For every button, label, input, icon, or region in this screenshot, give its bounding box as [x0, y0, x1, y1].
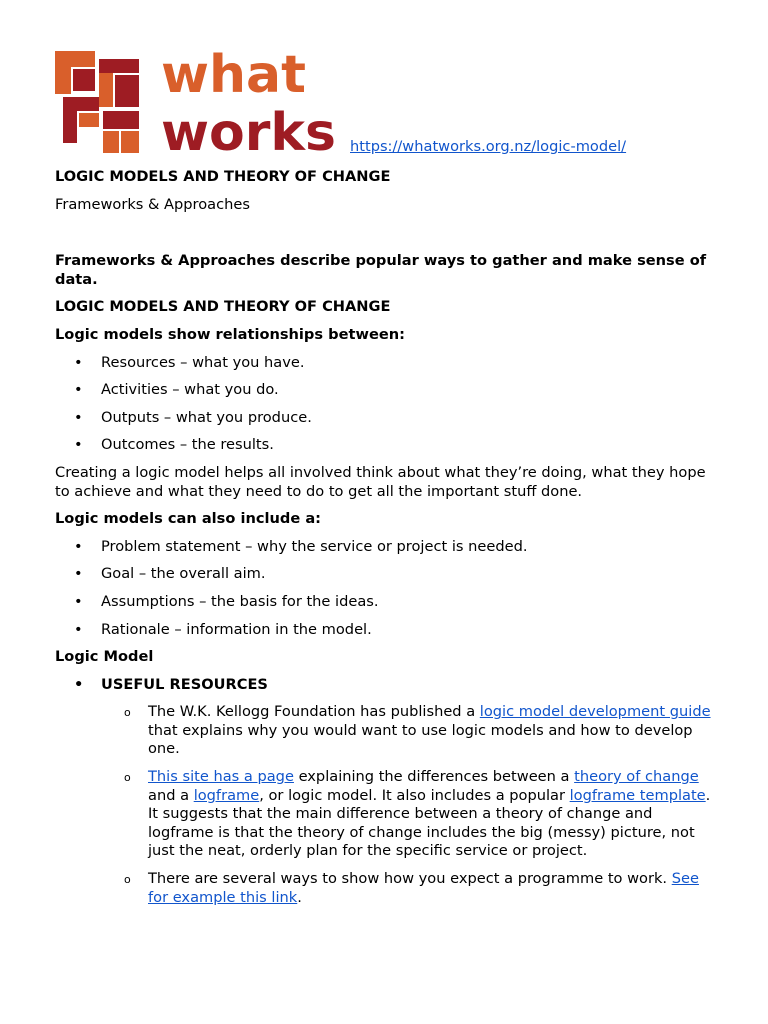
list-item: • Resources – what you have. [55, 354, 715, 373]
resource-text: . It suggests that the main difference between a theory of change and logframe is that the theory of change includes the big (messy) picture, not just the neat, orderly plan for the specific service or project. [148, 786, 711, 860]
subtitle: Frameworks & Approaches [55, 195, 250, 213]
include-list [55, 538, 715, 639]
include-heading: Logic models can also include a: [55, 510, 322, 528]
resource-text: that explains why you would want to use logic models and how to develop one. [148, 721, 693, 758]
resources-sublist [55, 703, 715, 907]
list-item: • Outputs – what you produce. [55, 409, 715, 428]
title-logic-models-2: LOGIC MODELS AND THEORY OF CHANGE [55, 298, 391, 316]
title-logic-models: LOGIC MODELS AND THEORY OF CHANGE [55, 168, 391, 185]
list-item: • Assumptions – the basis for the ideas. [55, 593, 715, 612]
header [55, 0, 715, 160]
list-item: • Rationale – information in the model. [55, 621, 715, 640]
whatworks-wordmark [161, 46, 361, 156]
useful-resources-heading: • USEFUL RESOURCES [55, 676, 715, 695]
example-link[interactable]: See for example this link [148, 870, 699, 906]
logframe-link[interactable]: logframe [193, 786, 260, 804]
resources-list [55, 676, 715, 695]
intro-text: Frameworks & Approaches describe popular ways to gather and make sense of data. [55, 252, 707, 288]
resource-text: . [297, 888, 302, 906]
resource-item-kellogg [55, 703, 715, 759]
whatworks-logo-icon [55, 51, 139, 153]
svg-text:works: works [161, 103, 336, 156]
logic-model-heading: Logic Model [55, 648, 154, 666]
resource-text: explaining the differences between a [293, 768, 575, 786]
resource-item-site [55, 768, 715, 861]
header-url-link[interactable]: https://whatworks.org.nz/logic-model/ [350, 138, 627, 155]
resource-text: and a [148, 786, 194, 804]
site-page-link[interactable]: This site has a page [148, 768, 294, 786]
svg-text:what: what [161, 46, 307, 105]
resource-text: The W.K. Kellogg Foundation has published a [148, 703, 480, 721]
list-item: • Activities – what you do. [55, 381, 715, 400]
resource-item-ways [55, 870, 715, 907]
creating-paragraph: Creating a logic model helps all involved think about what they’re doing, what they hope to achieve and what they need to do to get all the important stuff done. [55, 463, 706, 500]
resource-text: , or logic model. It also includes a popular [259, 786, 570, 804]
list-item: • Goal – the overall aim. [55, 565, 715, 584]
logframe-template-link[interactable]: logframe template [569, 786, 706, 804]
logic-model-guide-link[interactable]: logic model development guide [479, 703, 711, 721]
document-page [55, 0, 715, 907]
theory-of-change-link[interactable]: theory of change [574, 768, 699, 786]
list-item: • Outcomes – the results. [55, 436, 715, 455]
resource-text: There are several ways to show how you expect a programme to work. [148, 870, 672, 888]
relationships-list [55, 354, 715, 455]
relationships-heading: Logic models show relationships between: [55, 325, 405, 343]
list-item: • Problem statement – why the service or project is needed. [55, 538, 715, 557]
